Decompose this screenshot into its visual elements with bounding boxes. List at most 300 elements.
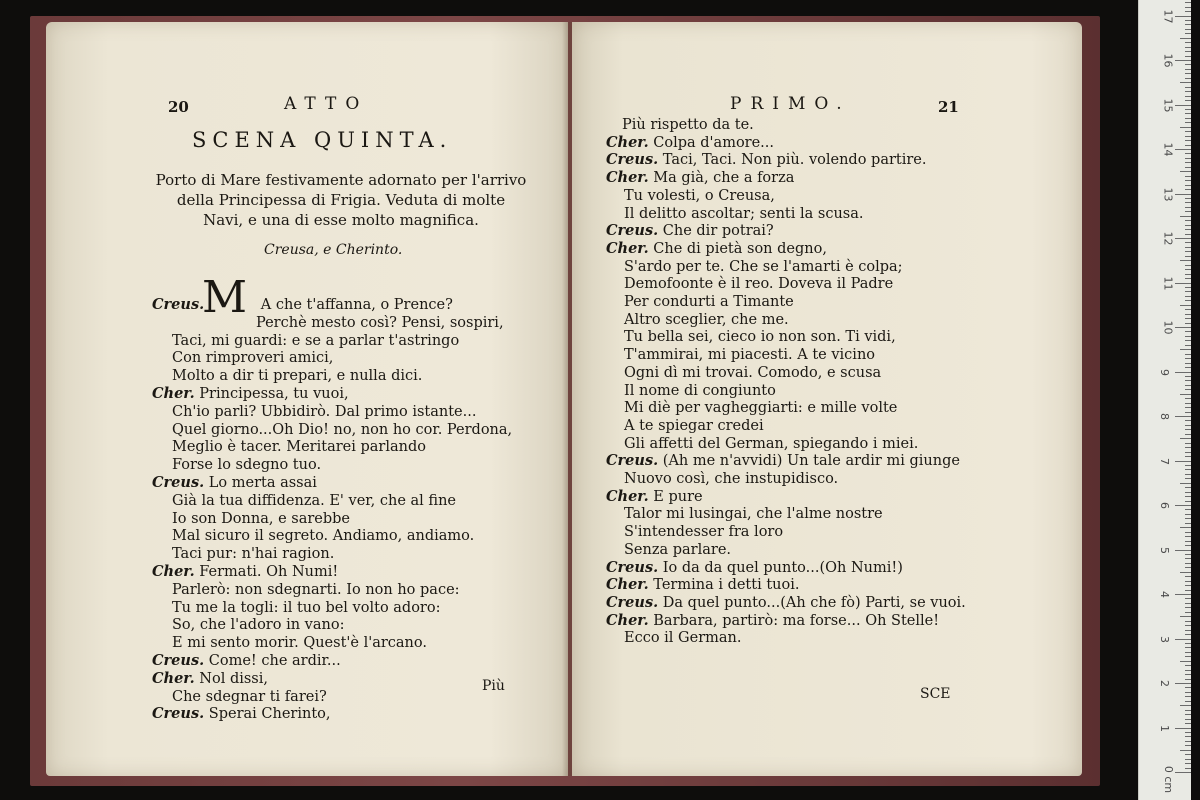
line-text: Già la tua diffidenza. E' ver, che al fine: [172, 492, 456, 509]
ruler-tick: [1185, 643, 1191, 644]
dialogue-line: [606, 134, 774, 152]
ruler-number: 12: [1161, 231, 1175, 246]
ruler-tick: [1185, 158, 1191, 159]
line-text: Altro sceglier, che me.: [624, 311, 789, 328]
dialogue-line: [606, 488, 703, 506]
dialogue-line: [152, 563, 338, 581]
ruler-tick: [1185, 652, 1191, 653]
ruler-tick: [1175, 238, 1191, 239]
line-text: Quel giorno...Oh Dio! no, non ho cor. Perdona,: [172, 421, 513, 438]
ruler-tick: [1180, 305, 1191, 306]
dialogue-line: [606, 576, 799, 594]
ruler-tick: [1185, 162, 1191, 163]
ruler-tick: [1185, 91, 1191, 92]
line-text: Nol dissi,: [199, 670, 268, 687]
line-text: Ma già, che a forza: [653, 170, 795, 187]
speaker-label: Creus.: [152, 474, 205, 491]
line-text: E pure: [653, 488, 703, 505]
speaker-label: Cher.: [606, 169, 649, 187]
ruler-tick: [1185, 634, 1191, 635]
ruler-tick: [1180, 438, 1191, 439]
ruler-tick: [1185, 501, 1191, 502]
ruler-tick: [1175, 283, 1191, 284]
ruler-number: 13: [1161, 187, 1175, 201]
ruler-tick: [1185, 598, 1191, 599]
line-text: Sperai Cherinto,: [208, 706, 331, 723]
ruler-tick: [1175, 683, 1191, 684]
dialogue-line: [606, 612, 939, 630]
ruler-tick: [1185, 287, 1191, 288]
ruler-tick: [1185, 300, 1191, 301]
ruler-tick: [1185, 696, 1191, 697]
ruler-tick: [1185, 452, 1191, 453]
ruler-number: 11: [1161, 276, 1175, 290]
ruler-tick: [1185, 176, 1191, 177]
line-text: Tu volesti, o Creusa,: [624, 187, 775, 204]
line-text: Più rispetto da te.: [622, 117, 754, 133]
line-text: Io da da quel punto...(Oh Numi!): [662, 559, 903, 576]
line-text: Nuovo così, che instupidisco.: [624, 471, 839, 487]
line-text: S'intendesser fra loro: [624, 524, 784, 541]
ruler-tick: [1185, 251, 1191, 252]
dialogue-line: [172, 332, 459, 350]
left-page: [46, 22, 568, 776]
character-list: Creusa, e Cherinto.: [264, 242, 403, 258]
ruler-tick: [1180, 127, 1191, 128]
ruler-tick: [1180, 616, 1191, 617]
ruler-tick: [1185, 78, 1191, 79]
ruler-tick: [1185, 465, 1191, 466]
dialogue-line: [606, 240, 827, 258]
ruler-tick: [1185, 719, 1191, 720]
dialogue-line: [606, 169, 794, 187]
ruler-tick: [1185, 478, 1191, 479]
ruler-tick: [1180, 527, 1191, 528]
ruler-tick: [1185, 407, 1191, 408]
ruler-tick: [1185, 687, 1191, 688]
ruler-tick: [1185, 745, 1191, 746]
ruler-tick: [1185, 278, 1191, 279]
line-text: A che t'affanna, o Prence?: [260, 297, 453, 313]
ruler-tick: [1185, 469, 1191, 470]
speaker-label: Cher.: [152, 385, 195, 402]
ruler-tick: [1185, 69, 1191, 70]
ruler-tick: [1185, 202, 1191, 203]
line-text: Molto a dir ti prepari, e nulla dici.: [172, 368, 423, 385]
ruler-number: 15: [1161, 98, 1175, 112]
dialogue-line: [172, 599, 440, 617]
line-text: Termina i detti tuoi.: [653, 577, 800, 594]
ruler-tick: [1185, 265, 1191, 266]
ruler-tick: [1185, 131, 1191, 132]
dialogue-line: [152, 705, 331, 723]
ruler-tick: [1185, 354, 1191, 355]
line-text: Fermati. Oh Numi!: [199, 564, 339, 580]
ruler-tick: [1185, 225, 1191, 226]
line-text: Il delitto ascoltar; senti la scusa.: [624, 205, 864, 222]
dialogue-line: [152, 474, 317, 492]
ruler-tick: [1180, 260, 1191, 261]
ruler-tick: [1185, 474, 1191, 475]
dialogue-line: [172, 349, 333, 367]
dialogue-line: [152, 670, 268, 688]
ruler-tick: [1180, 483, 1191, 484]
ruler-tick: [1185, 122, 1191, 123]
dialogue-line: [624, 435, 918, 453]
right-page-number: 21: [938, 98, 959, 116]
ruler-number: 1: [1158, 724, 1171, 732]
ruler-tick: [1185, 136, 1191, 137]
speaker-label: Cher.: [152, 669, 195, 687]
ruler-tick: [1185, 291, 1191, 292]
ruler-tick: [1175, 505, 1191, 506]
ruler-number: 6: [1158, 502, 1171, 509]
scene-title: SCENA QUINTA.: [192, 128, 453, 152]
line-text: Ogni dì mi trovai. Comodo, e scusa: [624, 364, 882, 381]
ruler-tick: [1185, 363, 1191, 364]
dialogue-line: [624, 399, 897, 417]
right-page: [572, 22, 1082, 776]
ruler-tick: [1185, 536, 1191, 537]
dialogue-line: [624, 328, 896, 346]
ruler-number: 9: [1158, 368, 1171, 376]
ruler-number: 2: [1158, 680, 1171, 687]
line-text: T'ammirai, mi piacesti. A te vicino: [624, 347, 876, 364]
dialogue-line: [256, 314, 504, 332]
dialogue-line: [624, 258, 903, 276]
ruler-tick: [1185, 523, 1191, 524]
ruler-tick: [1185, 674, 1191, 675]
ruler-tick: [1185, 567, 1191, 568]
measurement-ruler: [1138, 0, 1191, 800]
speaker-label: Cher.: [606, 576, 649, 594]
ruler-tick: [1185, 710, 1191, 711]
ruler-number: 7: [1158, 457, 1171, 465]
ruler-tick: [1185, 763, 1191, 764]
dialogue-line: [624, 364, 881, 382]
stage-direction-line: Porto di Mare festivamente adornato per l'arrivo: [155, 171, 527, 189]
ruler-tick: [1180, 216, 1191, 217]
ruler-tick: [1175, 60, 1191, 61]
ruler-number: 16: [1161, 53, 1175, 68]
ruler-tick: [1185, 630, 1191, 631]
ruler-tick: [1185, 109, 1191, 110]
ruler-tick: [1185, 434, 1191, 435]
dialogue-line: [624, 293, 794, 311]
line-text: Parlerò: non sdegnarti. Io non ho pace:: [172, 581, 460, 598]
drop-cap: M: [202, 272, 248, 323]
ruler-tick: [1185, 340, 1191, 341]
ruler-tick: [1180, 82, 1191, 83]
ruler-number: 14: [1161, 142, 1175, 157]
ruler-tick: [1180, 661, 1191, 662]
line-text: Con rimproveri amici,: [172, 350, 334, 367]
ruler-tick: [1185, 100, 1191, 101]
line-text: Taci, mi guardi: e se a parlar t'astringo: [172, 332, 460, 349]
ruler-tick: [1185, 167, 1191, 168]
line-text: Che di pietà son degno,: [653, 240, 827, 257]
dialogue-line: [606, 452, 960, 470]
ruler-tick: [1185, 447, 1191, 448]
dialogue-line: [172, 367, 422, 385]
ruler-tick: [1185, 741, 1191, 742]
ruler-tick: [1185, 576, 1191, 577]
ruler-tick: [1185, 269, 1191, 270]
ruler-tick: [1185, 153, 1191, 154]
ruler-unit-label: 0 cm: [1162, 765, 1176, 794]
dialogue-line: [152, 296, 453, 314]
dialogue-line: [624, 346, 875, 364]
right-running-head: PRIMO.: [730, 94, 851, 114]
ruler-tick: [1185, 496, 1191, 497]
speaker-label: Cher.: [606, 611, 649, 629]
ruler-tick: [1180, 171, 1191, 172]
dialogue-line: [624, 629, 742, 647]
ruler-tick: [1185, 607, 1191, 608]
stage-direction: [146, 170, 536, 230]
line-text: Tu me la togli: il tuo bel volto adoro:: [172, 599, 441, 616]
ruler-tick: [1185, 554, 1191, 555]
ruler-tick: [1185, 456, 1191, 457]
ruler-tick: [1185, 425, 1191, 426]
speaker-label: Cher.: [606, 487, 649, 505]
ruler-tick: [1185, 581, 1191, 582]
ruler-tick: [1185, 229, 1191, 230]
line-text: So, che l'adoro in vano:: [172, 617, 345, 634]
line-text: Il nome di congiunto: [624, 382, 776, 399]
speaker-label: Creus.: [606, 222, 659, 240]
speaker-label: Creus.: [152, 652, 205, 669]
line-text: Che dir potrai?: [662, 223, 774, 240]
ruler-tick: [1185, 612, 1191, 613]
ruler-tick: [1185, 47, 1191, 48]
ruler-tick: [1185, 56, 1191, 57]
speaker-label: Cher.: [152, 563, 195, 580]
dialogue-line: [624, 205, 864, 223]
line-text: Per condurti a Timante: [624, 294, 794, 310]
dialogue-line: [606, 222, 774, 240]
dialogue-line: [172, 456, 321, 474]
ruler-tick: [1185, 385, 1191, 386]
ruler-tick: [1185, 754, 1191, 755]
ruler-tick: [1185, 380, 1191, 381]
ruler-tick: [1175, 772, 1191, 773]
ruler-tick: [1185, 714, 1191, 715]
ruler-tick: [1185, 692, 1191, 693]
dialogue-line: [172, 438, 426, 456]
ruler-number: 10: [1161, 320, 1175, 335]
ruler-tick: [1185, 443, 1191, 444]
dialogue-line: [172, 616, 344, 634]
ruler-tick: [1185, 207, 1191, 208]
ruler-tick: [1175, 149, 1191, 150]
line-text: Lo merta assai: [208, 475, 317, 491]
ruler-tick: [1185, 29, 1191, 30]
ruler-tick: [1175, 105, 1191, 106]
dialogue-line: [624, 470, 838, 488]
ruler-tick: [1185, 509, 1191, 510]
ruler-tick: [1185, 768, 1191, 769]
ruler-tick: [1185, 211, 1191, 212]
ruler-tick: [1185, 11, 1191, 12]
ruler-tick: [1185, 42, 1191, 43]
ruler-tick: [1185, 656, 1191, 657]
dialogue-line: [172, 421, 512, 439]
ruler-tick: [1185, 2, 1191, 3]
line-text: Ecco il German.: [624, 630, 742, 647]
dialogue-line: [172, 403, 476, 421]
dialogue-line: [172, 492, 456, 510]
ruler-tick: [1185, 242, 1191, 243]
ruler-tick: [1185, 420, 1191, 421]
speaker-label: Creus.: [152, 705, 205, 723]
ruler-tick: [1185, 180, 1191, 181]
ruler-tick: [1185, 331, 1191, 332]
ruler-tick: [1185, 759, 1191, 760]
line-text: Che sdegnar ti farei?: [172, 688, 327, 705]
dialogue-line: [172, 634, 427, 652]
ruler-tick: [1180, 750, 1191, 751]
line-text: Da quel punto...(Ah che fò) Parti, se vuoi.: [662, 594, 966, 611]
line-text: Demofoonte è il reo. Doveva il Padre: [624, 276, 894, 293]
ruler-tick: [1185, 7, 1191, 8]
speaker-label: Creus.: [152, 296, 205, 313]
ruler-tick: [1185, 621, 1191, 622]
ruler-tick: [1185, 318, 1191, 319]
ruler-tick: [1185, 647, 1191, 648]
ruler-tick: [1175, 416, 1191, 417]
dialogue-line: [172, 688, 327, 706]
line-text: Forse lo sdegno tuo.: [172, 457, 322, 474]
ruler-tick: [1185, 492, 1191, 493]
ruler-tick: [1185, 314, 1191, 315]
ruler-number: 8: [1158, 413, 1171, 420]
ruler-tick: [1185, 296, 1191, 297]
line-text: Perchè mesto così? Pensi, sospiri,: [256, 314, 504, 331]
ruler-tick: [1185, 198, 1191, 199]
ruler-tick: [1175, 194, 1191, 195]
dialogue-line: [606, 594, 966, 612]
dialogue-line: [624, 505, 883, 523]
ruler-tick: [1185, 24, 1191, 25]
line-text: Senza parlare.: [624, 541, 732, 558]
dialogue-line: [172, 527, 474, 545]
ruler-tick: [1185, 323, 1191, 324]
line-text: Come! che ardir...: [208, 653, 341, 669]
ruler-tick: [1175, 16, 1191, 17]
ruler-tick: [1185, 670, 1191, 671]
right-catchword: SCE: [920, 686, 951, 702]
ruler-tick: [1185, 585, 1191, 586]
ruler-tick: [1185, 389, 1191, 390]
speaker-label: Cher.: [606, 239, 649, 257]
line-text: S'ardo per te. Che se l'amarti è colpa;: [624, 258, 903, 275]
line-text: Taci pur: n'hai ragion.: [172, 546, 335, 563]
line-text: Colpa d'amore...: [653, 134, 775, 151]
dialogue-line: [172, 581, 460, 599]
dialogue-line: [172, 545, 334, 563]
ruler-tick: [1185, 51, 1191, 52]
ruler-number: 4: [1158, 591, 1171, 598]
dialogue-line: [624, 541, 731, 559]
ruler-tick: [1185, 736, 1191, 737]
speaker-label: Creus.: [606, 151, 659, 169]
line-text: (Ah me n'avvidi) Un tale ardir mi giunge: [662, 453, 960, 470]
ruler-tick: [1185, 603, 1191, 604]
ruler-tick: [1175, 461, 1191, 462]
dialogue-line: [624, 382, 776, 400]
ruler-tick: [1185, 145, 1191, 146]
ruler-number: 5: [1158, 546, 1171, 554]
ruler-tick: [1185, 679, 1191, 680]
ruler-tick: [1185, 185, 1191, 186]
ruler-tick: [1185, 403, 1191, 404]
ruler-tick: [1180, 349, 1191, 350]
line-text: Mi diè per vagheggiarti: e mille volte: [624, 400, 898, 417]
ruler-tick: [1185, 189, 1191, 190]
left-page-number: 20: [168, 98, 189, 116]
line-text: Principessa, tu vuoi,: [199, 386, 349, 402]
dialogue-line: [172, 510, 350, 528]
ruler-tick: [1185, 113, 1191, 114]
ruler-tick: [1175, 728, 1191, 729]
dialogue-line: [606, 559, 903, 577]
line-text: Ch'io parli? Ubbidirò. Dal primo istante...: [172, 403, 477, 420]
ruler-number: 3: [1158, 635, 1171, 643]
speaker-label: Creus.: [606, 558, 659, 576]
dialogue-line: [606, 151, 927, 169]
line-text: Io son Donna, e sarebbe: [172, 510, 351, 527]
ruler-tick: [1185, 20, 1191, 21]
ruler-tick: [1180, 705, 1191, 706]
ruler-tick: [1185, 665, 1191, 666]
ruler-tick: [1185, 532, 1191, 533]
ruler-tick: [1185, 345, 1191, 346]
line-text: Gli affetti del German, spiegando i miei.: [624, 435, 919, 452]
ruler-tick: [1185, 96, 1191, 97]
ruler-tick: [1185, 64, 1191, 65]
ruler-tick: [1185, 140, 1191, 141]
ruler-tick: [1175, 639, 1191, 640]
line-text: Taci, Taci. Non più. volendo partire.: [662, 152, 927, 169]
ruler-tick: [1185, 723, 1191, 724]
line-text: Mal sicuro il segreto. Andiamo, andiamo.: [172, 528, 475, 545]
line-text: Barbara, partirò: ma forse... Oh Stelle!: [653, 612, 940, 629]
ruler-tick: [1185, 514, 1191, 515]
ruler-tick: [1185, 701, 1191, 702]
dialogue-line: [624, 311, 789, 329]
left-running-head: ATTO: [284, 94, 369, 114]
ruler-tick: [1185, 274, 1191, 275]
ruler-tick: [1185, 336, 1191, 337]
ruler-tick: [1185, 33, 1191, 34]
ruler-tick: [1185, 398, 1191, 399]
ruler-tick: [1185, 541, 1191, 542]
ruler-tick: [1185, 220, 1191, 221]
speaker-label: Cher.: [606, 133, 649, 151]
ruler-tick: [1185, 518, 1191, 519]
ruler-tick: [1180, 394, 1191, 395]
speaker-label: Creus.: [606, 593, 659, 611]
ruler-tick: [1175, 372, 1191, 373]
stage-direction-line: Navi, e una di esse molto magnifica.: [203, 211, 479, 229]
ruler-tick: [1185, 358, 1191, 359]
dialogue-line: [152, 385, 349, 403]
ruler-tick: [1180, 38, 1191, 39]
ruler-tick: [1185, 590, 1191, 591]
ruler-tick: [1185, 487, 1191, 488]
ruler-tick: [1185, 247, 1191, 248]
